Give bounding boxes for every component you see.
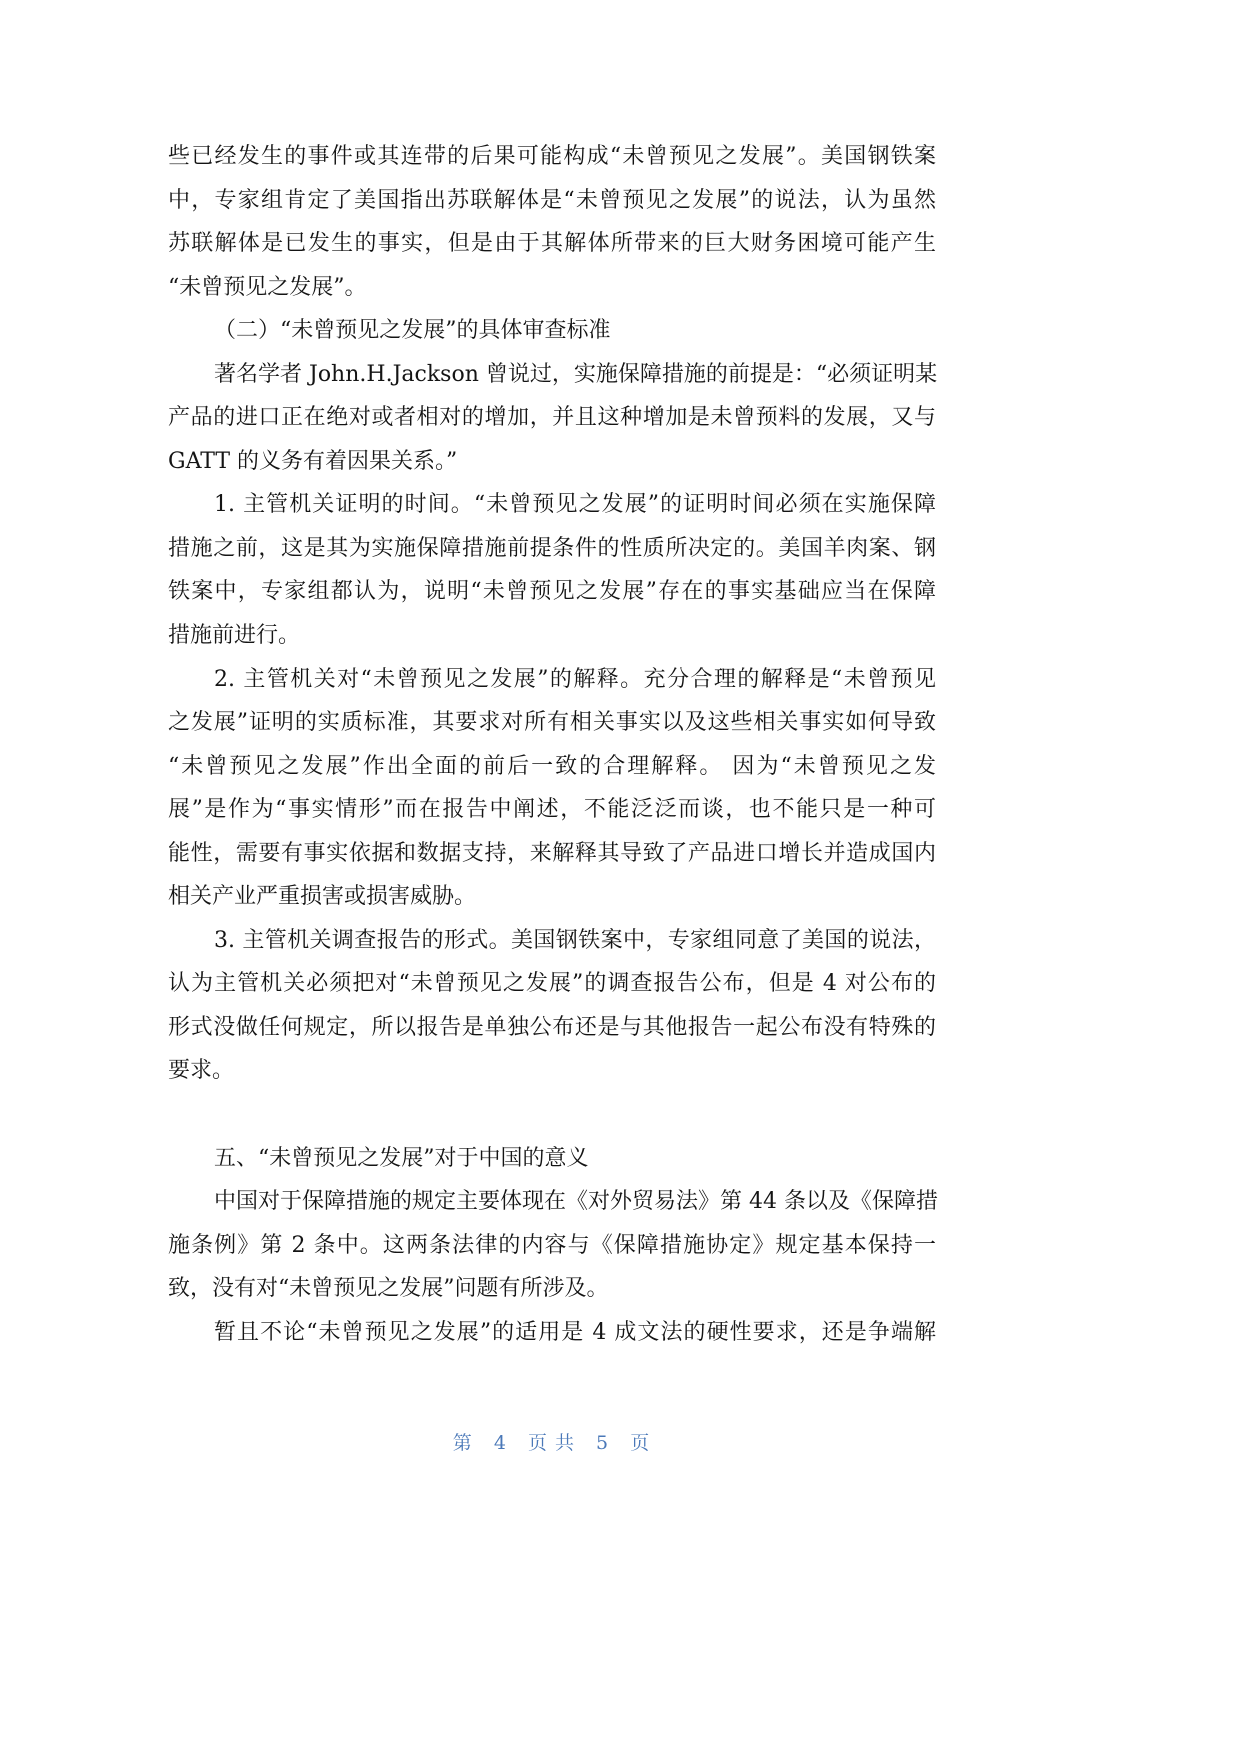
text-line: 展”是作为“事实情形”而在报告中阐述，不能泛泛而谈，也不能只是一种可 [168,797,936,823]
paragraph [168,135,936,309]
section-heading [168,1137,936,1181]
text-line: 形式没做任何规定，所以报告是单独公布还是与其他报告一起公布没有特殊的 [168,1014,936,1040]
total-page-count: 5 [596,1432,617,1454]
text-line: 1. 主管机关证明的时间。“未曾预见之发展”的证明时间必须在实施保障 [214,492,936,518]
heading-text: （二）“未曾预见之发展”的具体审查标准 [214,318,611,344]
text-line: 认为主管机关必须把对“未曾预见之发展”的调查报告公布，但是 4 对公布的 [168,971,936,997]
text-line: 能性，需要有事实依据和数据支持，来解释其导致了产品进口增长并造成国内 [168,840,936,866]
text-line: 著名学者 John.H.Jackson 曾说过，实施保障措施的前提是：“必须证明某 [214,361,938,387]
heading-text: 五、“未曾预见之发展”对于中国的意义 [214,1145,589,1171]
text-line: 产品的进口正在绝对或者相对的增加，并且这种增加是未曾预料的发展，又与 [168,405,936,431]
current-page-number: 4 [493,1432,514,1454]
page-suffix: 页 [630,1432,658,1454]
text-line: 措施前进行。 [168,623,301,649]
document-body [168,135,936,1354]
text-line: 铁案中，专家组都认为，说明“未曾预见之发展”存在的事实基础应当在保障 [168,579,936,605]
text-line: 致，没有对“未曾预见之发展”问题有所涉及。 [168,1276,609,1302]
text-line: 3. 主管机关调查报告的形式。美国钢铁案中，专家组同意了美国的说法， [214,927,936,953]
page-prefix: 第 [452,1432,480,1454]
paragraph [168,1180,936,1311]
text-line: “未曾预见之发展”。 [168,274,367,300]
list-item-paragraph [168,658,936,919]
text-line: 中，专家组肯定了美国指出苏联解体是“未曾预见之发展”的说法，认为虽然 [168,187,936,213]
page-infix: 页共 [527,1432,582,1454]
list-item-paragraph [168,483,936,657]
text-line: 要求。 [168,1058,235,1084]
text-line: 之发展”证明的实质标准，其要求对所有相关事实以及这些相关事实如何导致 [168,710,936,736]
page-number-footer [440,1430,670,1456]
text-line: 暂且不论“未曾预见之发展”的适用是 4 成文法的硬性要求，还是争端解 [214,1319,936,1345]
blank-line [168,1093,936,1137]
text-line: 相关产业严重损害或损害威胁。 [168,884,477,910]
text-line: 些已经发生的事件或其连带的后果可能构成“未曾预见之发展”。美国钢铁案 [168,144,936,169]
text-line: 中国对于保障措施的规定主要体现在《对外贸易法》第 44 条以及《保障措 [214,1189,938,1215]
text-line: GATT 的义务有着因果关系。” [168,448,458,474]
subsection-heading [168,309,936,353]
text-line: 苏联解体是已发生的事实，但是由于其解体所带来的巨大财务困境可能产生 [168,231,936,257]
text-line: 2. 主管机关对“未曾预见之发展”的解释。充分合理的解释是“未曾预见 [214,666,936,692]
list-item-paragraph [168,919,936,1093]
text-line: “未曾预见之发展”作出全面的前后一致的合理解释。 因为“未曾预见之发 [168,753,936,779]
text-line: 施条例》第 2 条中。这两条法律的内容与《保障措施协定》规定基本保持一 [168,1232,936,1258]
text-line: 措施之前，这是其为实施保障措施前提条件的性质所决定的。美国羊肉案、钢 [168,535,936,561]
paragraph [168,1311,936,1355]
paragraph [168,353,936,484]
